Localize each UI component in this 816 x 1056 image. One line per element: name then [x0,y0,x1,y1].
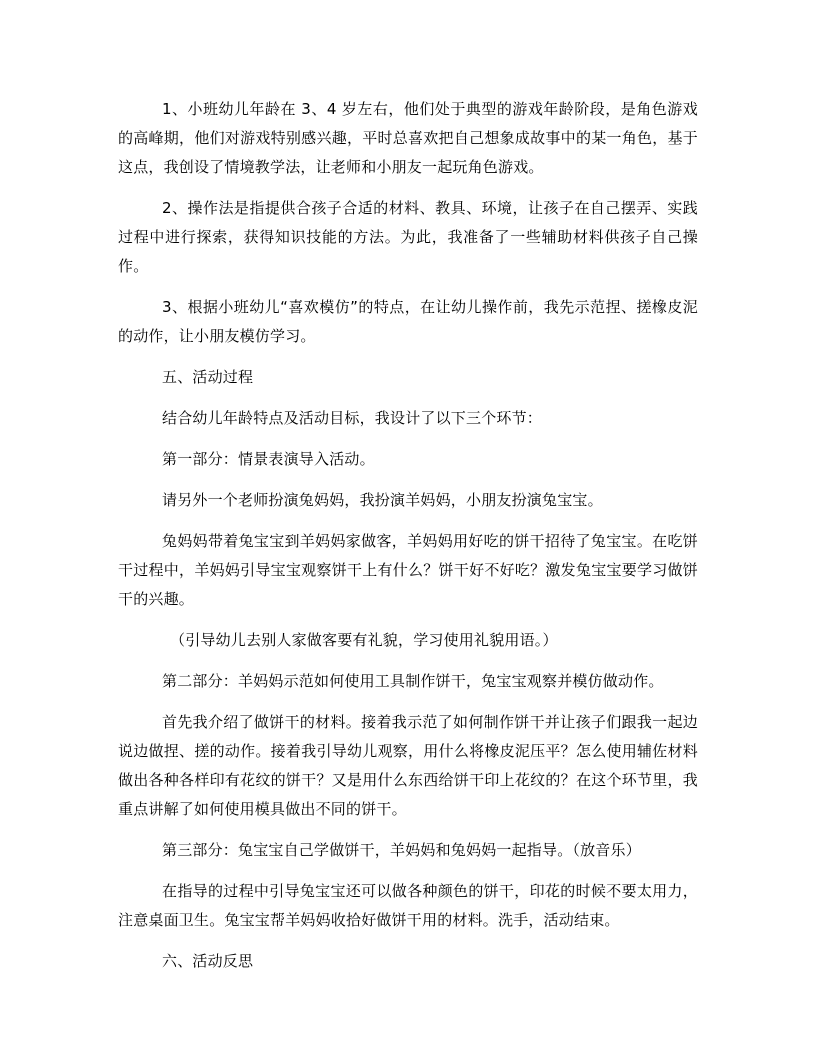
paragraph-roles: 请另外一个老师扮演兔妈妈，我扮演羊妈妈，小朋友扮演兔宝宝。 [162,491,603,509]
paragraph-demonstration: 首先我介绍了做饼干的材料。接着我示范了如何制作饼干并让孩子们跟我一起边说边做捏、搓的动作。接着我引导幼儿观察，用什么将橡皮泥压平？怎么使用辅佐材料做出各种各样印有花纹的饼干？又是用什么东西给饼干印上花纹的？在这个环节里，我重点讲解了如何使用模具做出不同的饼干。 [118,713,698,818]
paragraph-visit-story: 兔妈妈带着兔宝宝到羊妈妈家做客，羊妈妈用好吃的饼干招待了兔宝宝。在吃饼干过程中，羊妈妈引导宝宝观察饼干上有什么？饼干好不好吃？激发兔宝宝要学习做饼干的兴趣。 [118,532,698,608]
paragraph-method-imitation: 3、根据小班幼儿“喜欢模仿”的特点，在让幼儿操作前，我先示范捏、搓橡皮泥的动作，让小朋友模仿学习。 [118,298,698,345]
part-three-heading: 第三部分：兔宝宝自己学做饼干，羊妈妈和兔妈妈一起指导。（放音乐） [162,841,641,859]
paragraph-guidance: 在指导的过程中引导兔宝宝还可以做各种颜色的饼干，印花的时候不要太用力，注意桌面卫生。兔宝宝帮羊妈妈收拾好做饼干用的材料。洗手，活动结束。 [118,882,698,929]
section-heading-activity-process: 五、活动过程 [162,368,254,386]
paragraph-method-roleplay: 1、小班幼儿年龄在 3、4 岁左右，他们处于典型的游戏年龄阶段，是角色游戏的高峰期，他们对游戏特别感兴趣，平时总喜欢把自己想象成故事中的某一角色，基于这点，我创设了情境教学法，让老师和小朋友一起玩角色游戏。 [118,100,698,176]
paragraph-etiquette-note: （引导幼儿去别人家做客要有礼貌，学习使用礼貌用语。） [170,631,558,649]
section-heading-reflection: 六、活动反思 [162,952,254,970]
part-one-heading: 第一部分：情景表演导入活动。 [162,450,375,468]
document-body [118,95,698,988]
paragraph-process-intro: 结合幼儿年龄特点及活动目标，我设计了以下三个环节： [162,409,543,427]
part-two-heading: 第二部分：羊妈妈示范如何使用工具制作饼干，兔宝宝观察并模仿做动作。 [162,672,664,690]
paragraph-method-operation: 2、操作法是指提供合孩子合适的材料、教具、环境，让孩子在自己摆弄、实践过程中进行探索，获得知识技能的方法。为此，我准备了一些辅助材料供孩子自己操作。 [118,199,698,275]
